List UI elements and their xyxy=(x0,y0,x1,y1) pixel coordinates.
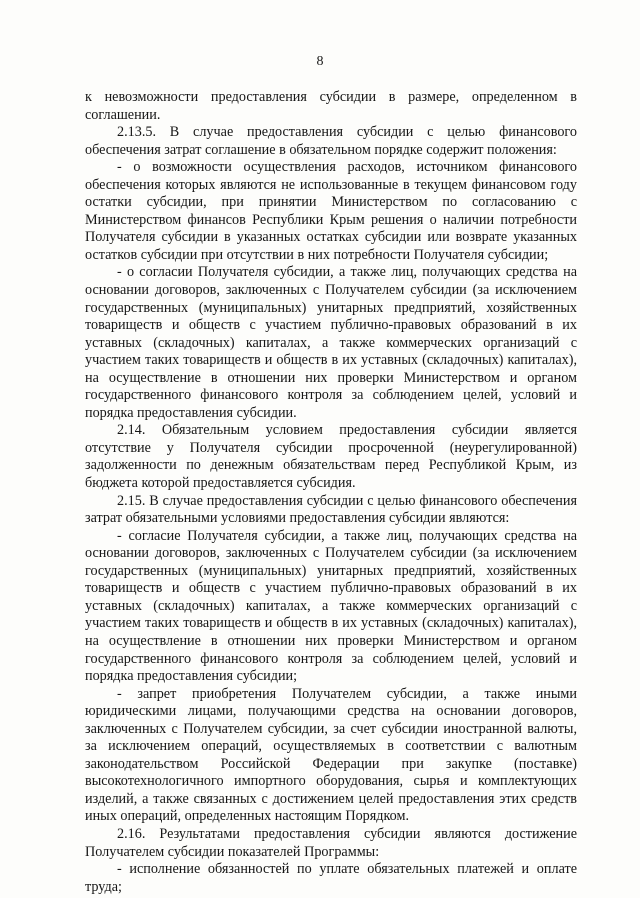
paragraph: - о возможности осуществления расходов, источником финансового обеспечения которых являются не использованные в текущем финансовом году остатки субсидии, при принятии Министерством по согласованию с Министерством финансов Республики Крым решения о наличии потребности Получателя субсидии в указанных остатках субсидии или возврате указанных остатков субсидии при отсутствии в них потребности Получателя субсидии; xyxy=(85,159,577,263)
paragraph: - согласие Получателя субсидии, а также лиц, получающих средства на основании договоров, заключенных с Получателем субсидии (за исключением государственных (муниципальных) унитарных предприятий, хозяйственных товариществ и обществ с участием публично-правовых образований в их уставных (складочных) капиталах, а также коммерческих организаций с участием таких товариществ и обществ в их уставных (складочных) капиталах), на осуществление в отношении них проверки Министерством и органом государственного финансового контроля за соблюдением целей, условий и порядка предоставления субсидии; xyxy=(85,527,577,685)
paragraph: - запрет приобретения Получателем субсидии, а также иными юридическими лицами, получающими средства на основании договоров, заключенных с Получателем субсидии, за счет субсидии иностранной валюты, за исключением операций, осуществляемых в соответствии с валютным законодательством Российской Федерации при закупке (поставке) высокотехнологичного импортного оборудования, сырья и комплектующих изделий, а также связанных с достижением целей предоставления этих средств иных операций, определенных настоящим Порядком. xyxy=(85,685,577,825)
paragraph: к невозможности предоставления субсидии в размере, определенном в соглашении. xyxy=(85,89,577,123)
paragraph: 2.13.5. В случае предоставления субсидии с целью финансового обеспечения затрат соглашение в обязательном порядке содержит положения: xyxy=(85,124,577,158)
paragraph: - исполнение обязанностей по уплате обязательных платежей и оплате труда; xyxy=(85,861,577,895)
document-body xyxy=(85,89,577,896)
paragraph: 2.14. Обязательным условием предоставления субсидии является отсутствие у Получателя субсидии просроченной (неурегулированной) задолженности по денежным обязательствам перед Республикой Крым, из бюджета которой предоставляется субсидия. xyxy=(85,422,577,492)
page-number: 8 xyxy=(316,54,324,69)
paragraph: - о согласии Получателя субсидии, а также лиц, получающих средства на основании договоров, заключенных с Получателем субсидии (за исключением государственных (муниципальных) унитарных предприятий, хозяйственных товариществ и обществ с участием публично-правовых образований в их уставных (складочных) капиталах, а также коммерческих организаций с участием таких товариществ и обществ в их уставных (складочных) капиталах), на осуществление в отношении них проверки Министерством и органом государственного финансового контроля за соблюдением целей, условий и порядка предоставления субсидии. xyxy=(85,264,577,421)
paragraph: 2.15. В случае предоставления субсидии с целью финансового обеспечения затрат обязательными условиями предоставления субсидии являются: xyxy=(85,492,577,527)
paragraph: 2.16. Результатами предоставления субсидии являются достижение Получателем субсидии показателей Программы: xyxy=(85,825,577,860)
